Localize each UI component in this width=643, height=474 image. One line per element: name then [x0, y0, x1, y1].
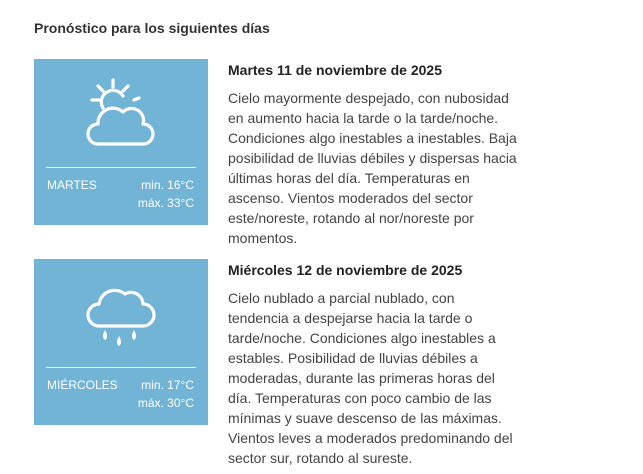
forecast-description: Cielo nublado a parcial nublado, con tendencia a despejarse hacia la tarde o tarde/noche. Condiciones algo inestables a estables. Posibilidad de lluvias débiles a moderadas, durante las primeras horas del día. Temperaturas con poco cambio de las mínimas y suave descenso de las máximas. Vientos leves a moderados predominando del sector sur, rotando al sureste. — [228, 290, 513, 466]
min-temperature: min. 17°C — [141, 378, 194, 392]
min-temperature: min. 16°C — [141, 178, 194, 192]
section-heading: Pronóstico para los siguientes días — [34, 20, 270, 36]
forecast-text — [228, 262, 518, 468]
forecast-date: Martes 11 de noviembre de 2025 — [228, 62, 442, 78]
forecast-text — [228, 62, 518, 248]
day-name: MIÉRCOLES — [47, 378, 118, 392]
weather-card — [34, 259, 208, 425]
card-divider — [46, 367, 196, 368]
day-name: MARTES — [47, 178, 97, 192]
card-divider — [46, 167, 196, 168]
rain-cloud-icon — [79, 274, 163, 354]
weather-card — [34, 59, 208, 225]
forecast-date: Miércoles 12 de noviembre de 2025 — [228, 262, 463, 278]
max-temperature: máx. 33°C — [137, 196, 194, 210]
forecast-description: Cielo mayormente despejado, con nubosidad en aumento hacia la tarde o la tarde/noche. Condiciones algo inestables a inestables. Baja posibilidad de lluvias débiles y dispersas hacia últimas horas del día. Temperaturas en ascenso. Vientos moderados del sector este/noreste, rotando al nor/noreste por momentos. — [228, 90, 517, 246]
max-temperature: máx. 30°C — [137, 396, 194, 410]
partly-cloudy-icon — [79, 74, 163, 154]
